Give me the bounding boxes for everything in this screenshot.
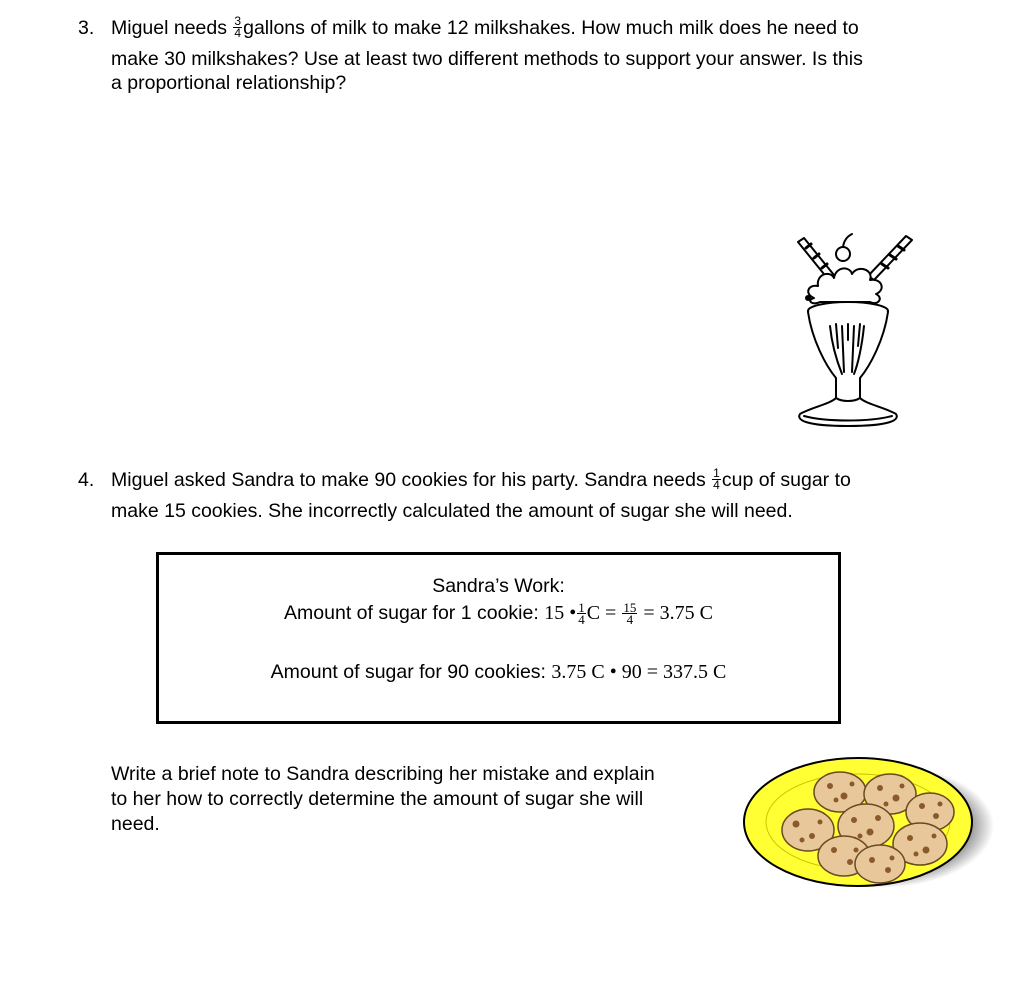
work-row-2	[159, 661, 838, 684]
work-row-1-math	[544, 599, 713, 627]
work-row-1	[159, 599, 838, 627]
note-line-3: need.	[111, 813, 160, 835]
fraction-numerator: 1	[578, 599, 585, 615]
math-part-c: = 3.75 C	[643, 602, 713, 624]
work-title: Sandra’s Work:	[432, 575, 565, 597]
cookie-plate-illustration	[740, 752, 996, 894]
fraction-one-quarter	[577, 599, 586, 627]
sandras-work-box	[156, 552, 841, 724]
question-4-number: 4.	[78, 469, 95, 491]
note-line-2: to her how to correctly determine the amount of sugar she will	[111, 788, 644, 810]
work-row-1-label: Amount of sugar for 1 cookie:	[284, 602, 539, 624]
fraction-one-quarter	[712, 468, 721, 491]
work-row-2-math: 3.75 C • 90 = 337.5 C	[551, 661, 727, 683]
cookie	[855, 845, 905, 883]
fraction-denominator: 4	[626, 611, 634, 627]
question-3-line-1	[111, 14, 859, 41]
fraction-denominator: 4	[713, 478, 720, 493]
q4-text-a: Miguel asked Sandra to make 90 cookies for his party. Sandra needs	[111, 469, 706, 491]
fraction-three-quarters	[233, 16, 242, 39]
q4-text-b: cup of sugar to	[721, 469, 851, 491]
fraction-numerator: 15	[623, 599, 637, 615]
question-4-line-1	[111, 466, 851, 493]
q3-text-a: Miguel needs	[111, 17, 227, 39]
note-line-1: Write a brief note to Sandra describing her mistake and explain	[111, 763, 655, 785]
fraction-denominator: 4	[234, 26, 242, 41]
question-3-line-2: make 30 milkshakes? Use at least two different methods to support your answer. Is this	[111, 48, 863, 70]
fraction-numerator: 3	[234, 14, 242, 29]
question-4-line-2: make 15 cookies. She incorrectly calculated the amount of sugar she will need.	[111, 500, 793, 522]
fraction-denominator: 4	[578, 611, 585, 627]
fraction-fifteen-quarters	[622, 599, 637, 627]
q3-text-b: gallons of milk to make 12 milkshakes. How much milk does he need to	[243, 17, 859, 39]
work-row-2-label: Amount of sugar for 90 cookies:	[270, 661, 546, 683]
math-part-a: 15 •	[544, 602, 577, 624]
question-3-line-3: a proportional relationship?	[111, 72, 347, 94]
question-3-number: 3.	[78, 17, 95, 39]
math-part-b: C =	[586, 602, 617, 624]
milkshake-illustration	[786, 228, 916, 433]
fraction-numerator: 1	[713, 466, 720, 481]
